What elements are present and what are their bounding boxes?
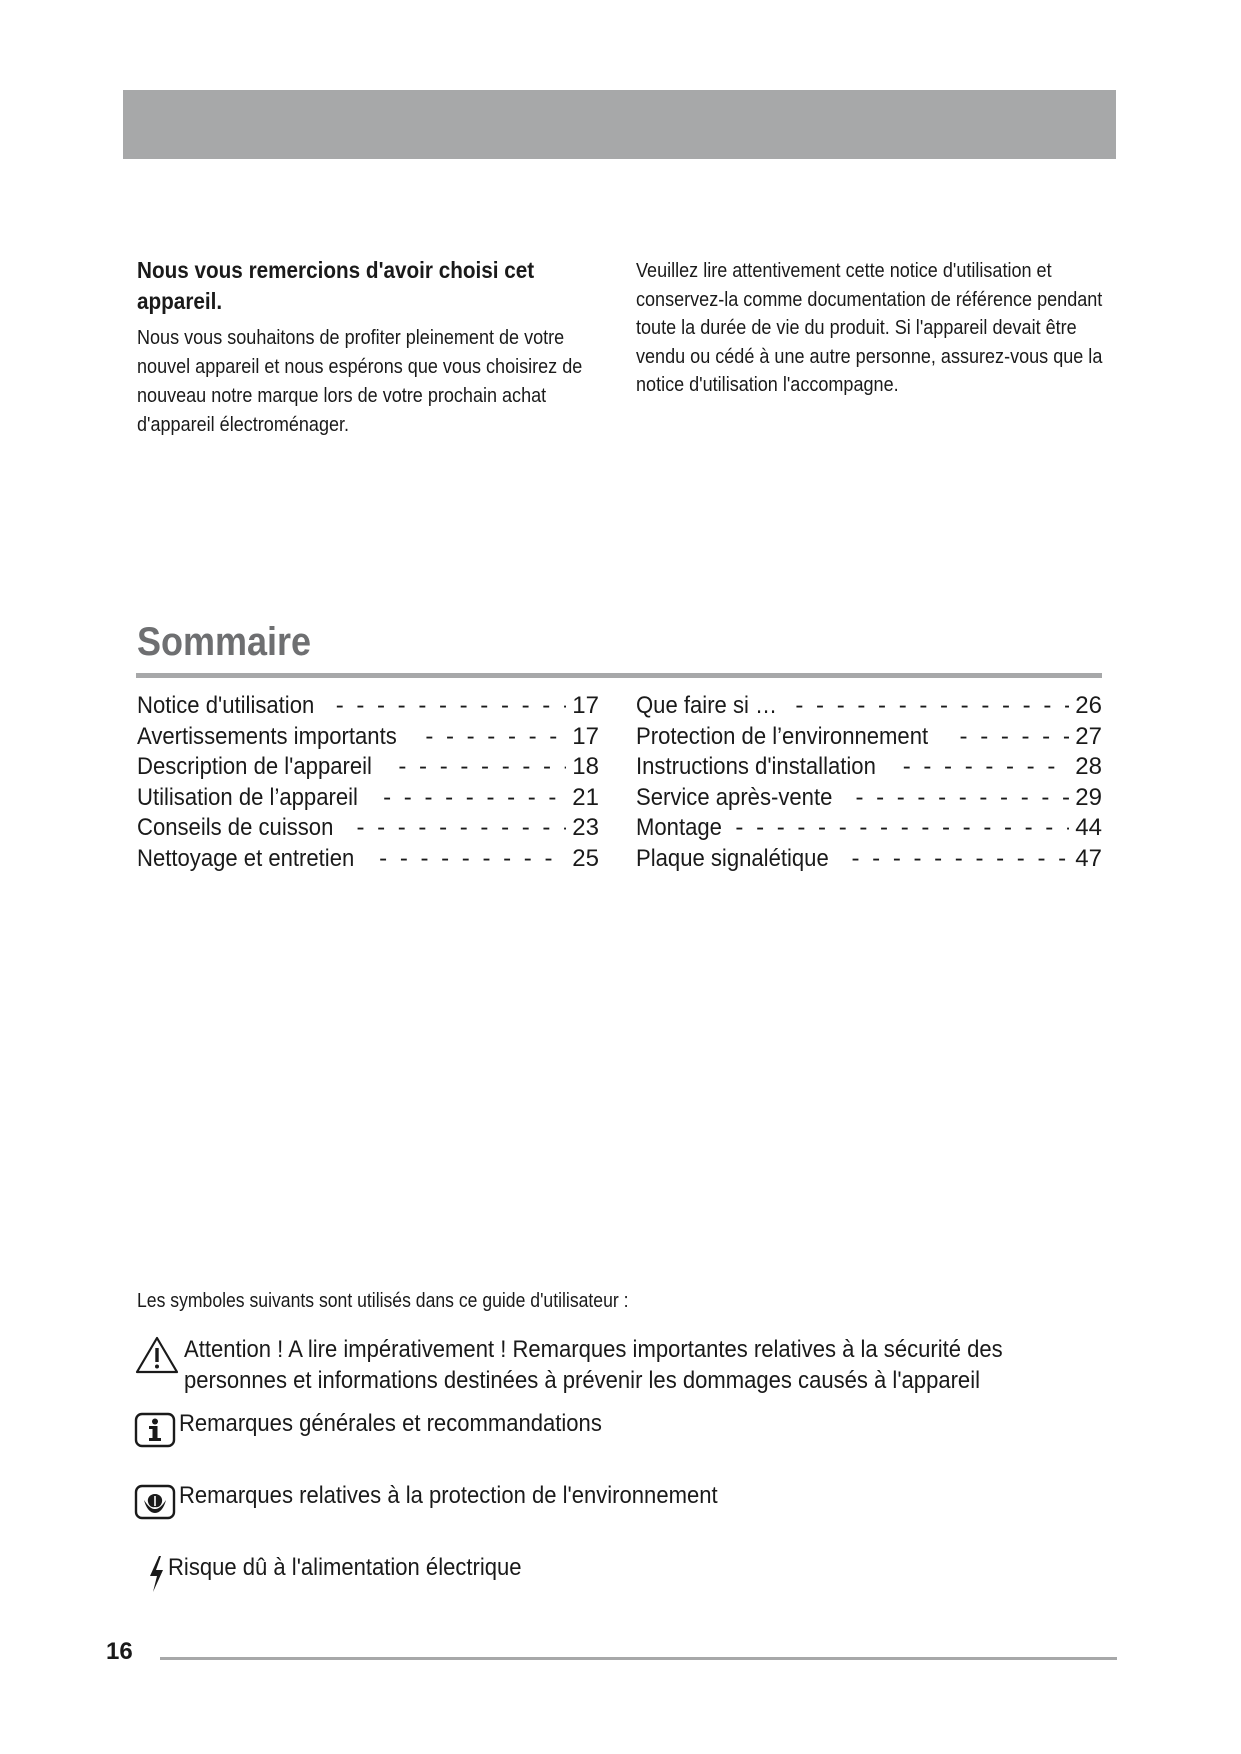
toc-leader	[398, 752, 566, 783]
toc-entry-page: 47	[1075, 844, 1102, 872]
toc-entry-label: Conseils de cuisson	[137, 814, 334, 841]
toc-entry-label: Utilisation de l’appareil	[137, 783, 358, 811]
toc-leader	[356, 813, 566, 844]
toc-entry-label: Notice d'utilisation	[137, 692, 315, 719]
page-number: 16	[106, 1638, 133, 1665]
toc-entry[interactable]	[636, 783, 1102, 814]
intro-left-body: Nous vous souhaitons de profiter pleinement de votre nouvel appareil et nous espérons que vous choisirez de nouveau notre marque lors de votre prochain achat d'appareil électroménager.	[137, 326, 583, 436]
intro-right-column	[636, 257, 1116, 400]
toc-entry-label: Instructions d'installation	[636, 753, 876, 780]
symbols-intro: Les symboles suivants sont utilisés dans ce guide d'utilisateur :	[137, 1290, 629, 1312]
toc-leader	[735, 813, 1069, 844]
toc-entry-page: 23	[572, 814, 599, 841]
toc-entry[interactable]	[636, 752, 1102, 783]
symbol-warning-text: Attention ! A lire impérativement ! Remarques importantes relatives à la sécurité des personnes et informations destinées à prévenir les dommages causés à l'appareil	[184, 1336, 1003, 1394]
lightning-icon	[146, 1552, 168, 1596]
toc-right-column	[636, 691, 1102, 874]
toc-entry[interactable]	[137, 844, 599, 875]
symbol-environment-row	[134, 1480, 777, 1522]
toc-leader	[903, 752, 1070, 783]
toc-leader	[795, 691, 1069, 722]
toc-entry-label: Montage	[636, 814, 722, 841]
toc-entry[interactable]	[137, 783, 599, 814]
toc-entry-page: 17	[572, 722, 599, 750]
intro-title: Nous vous remercions d'avoir choisi cet appareil.	[137, 257, 535, 314]
warning-triangle-icon	[134, 1334, 180, 1376]
toc-entry-page: 44	[1075, 814, 1102, 841]
toc-leader	[855, 783, 1069, 814]
symbol-info-row	[134, 1408, 649, 1450]
toc-entry-page: 28	[1075, 753, 1102, 780]
toc-divider	[136, 673, 1102, 678]
symbol-electric-row	[146, 1552, 561, 1596]
intro-left-column	[137, 255, 617, 439]
info-icon	[134, 1408, 178, 1450]
toc-entry[interactable]	[137, 752, 599, 783]
toc-entry[interactable]	[137, 813, 599, 844]
toc-entry-page: 21	[572, 783, 599, 811]
toc-entry-page: 25	[572, 844, 599, 872]
toc-leader	[852, 844, 1070, 875]
toc-entry-label: Avertissements importants	[137, 722, 397, 750]
toc-entry-label: Nettoyage et entretien	[137, 844, 355, 872]
intro-right-body: Veuillez lire attentivement cette notice d'utilisation et conservez-la comme documentation de référence pendant toute la durée de vie du produit. Si l'appareil devait être vendu ou cédé à une autre personne, assurez-vous que la notice d'utilisation l'accompagne.	[636, 259, 1103, 397]
environment-icon	[134, 1480, 178, 1522]
toc-leader	[425, 722, 566, 753]
symbol-environment-text: Remarques relatives à la protection de l'environnement	[179, 1482, 718, 1509]
toc-leader	[336, 691, 567, 722]
toc-leader	[383, 783, 566, 814]
toc-entry-page: 29	[1075, 783, 1102, 811]
header-bar	[123, 90, 1116, 159]
toc-entry[interactable]	[636, 722, 1102, 753]
toc-left-column	[137, 691, 599, 874]
toc-entry[interactable]	[137, 691, 599, 722]
toc-entry-page: 26	[1075, 692, 1102, 719]
symbol-electric-text: Risque dû à l'alimentation électrique	[168, 1554, 522, 1581]
toc-entry-label: Que faire si …	[636, 692, 778, 719]
symbol-info-text: Remarques générales et recommandations	[179, 1410, 602, 1437]
toc-heading: Sommaire	[137, 620, 312, 664]
symbol-warning-row	[134, 1334, 1204, 1396]
toc-entry-label: Service après-vente	[636, 783, 833, 811]
toc-entry[interactable]	[636, 691, 1102, 722]
toc-leader	[379, 844, 566, 875]
toc-entry-page: 27	[1075, 722, 1102, 750]
toc-entry-page: 18	[572, 753, 599, 780]
toc-entry[interactable]	[636, 813, 1102, 844]
toc-entry[interactable]	[137, 722, 599, 753]
toc-entry-label: Plaque signalétique	[636, 844, 829, 872]
toc-entry-page: 17	[572, 692, 599, 719]
toc-entry-label: Description de l'appareil	[137, 753, 372, 780]
toc-entry-label: Protection de l’environnement	[636, 722, 929, 750]
footer-divider	[160, 1657, 1117, 1660]
toc-entry[interactable]	[636, 844, 1102, 875]
toc-leader	[960, 722, 1070, 753]
